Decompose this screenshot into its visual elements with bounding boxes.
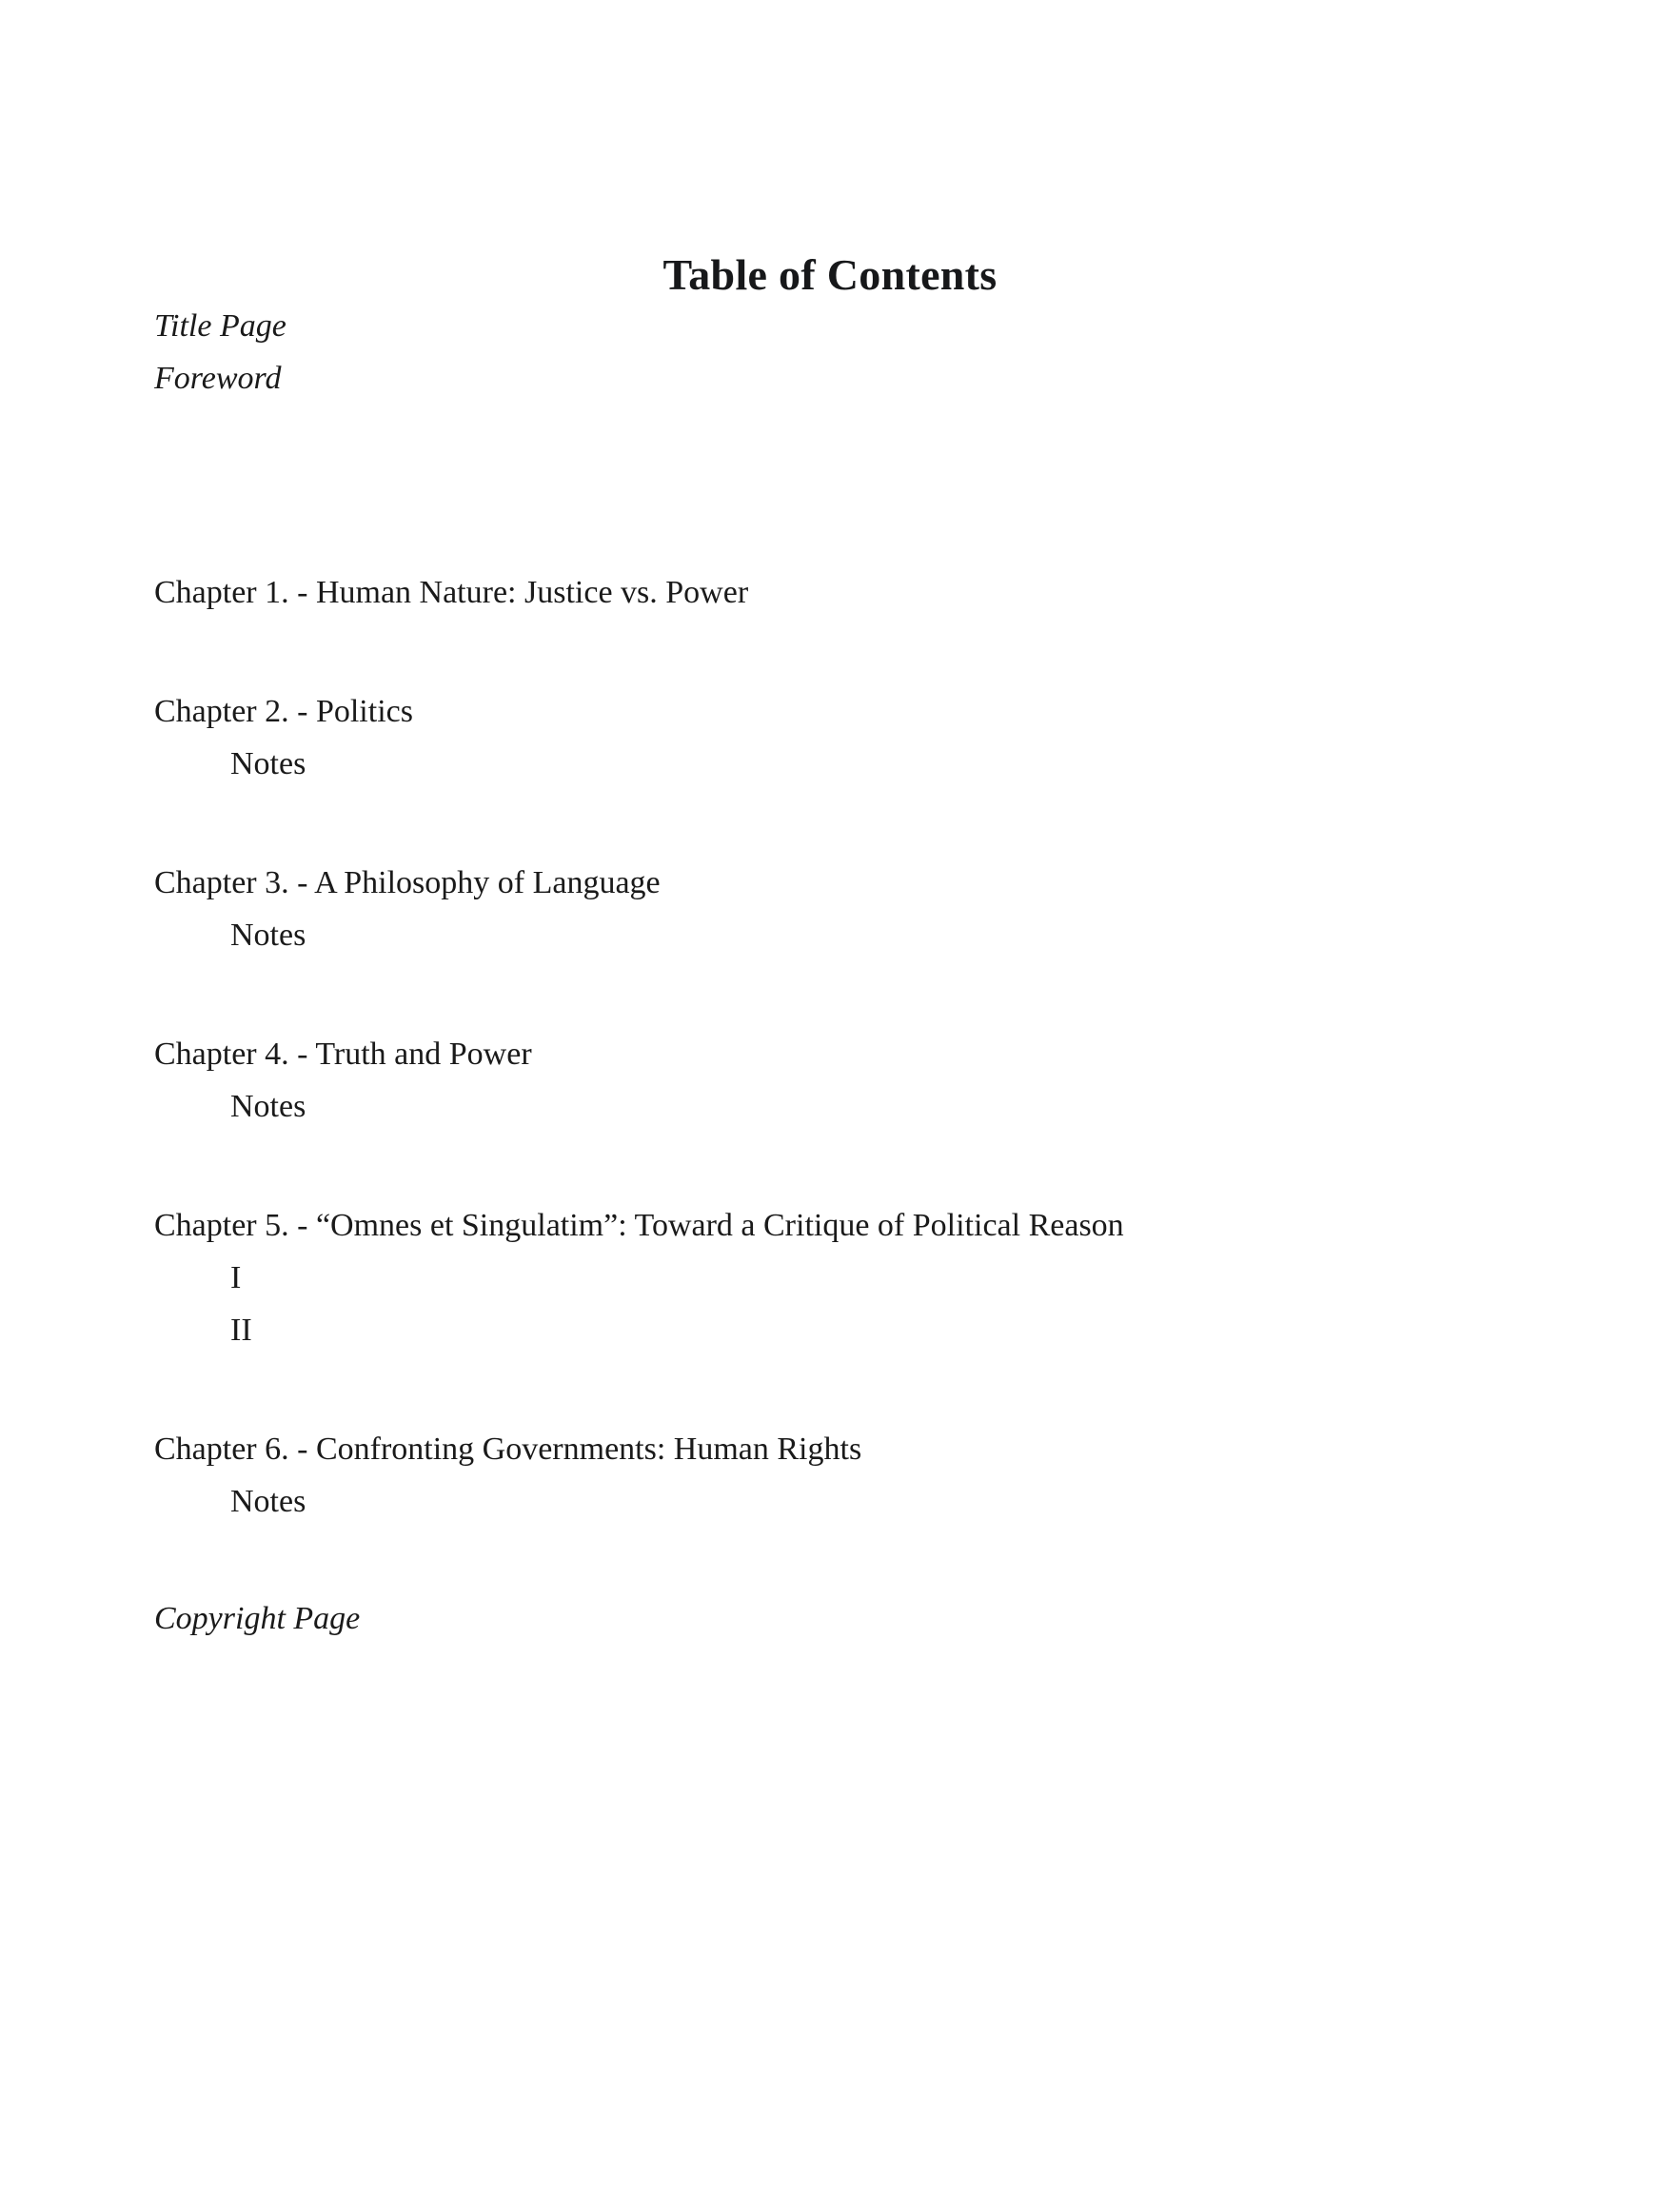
toc-group-chapter-6 [154,1423,1506,1528]
group-spacer [154,961,1506,1028]
page-title: Table of Contents [662,250,998,299]
toc-link-chapter-3[interactable]: Chapter 3. - A Philosophy of Language [154,865,661,900]
toc-link-copyright-page[interactable]: Copyright Page [154,1601,361,1636]
toc-link-chapter-2-notes[interactable]: Notes [230,746,306,781]
toc-link-chapter-5-section-i[interactable]: I [230,1260,242,1295]
group-spacer [154,1528,1506,1592]
toc-link-chapter-5[interactable]: Chapter 5. - “Omnes et Singulatim”: Toward a Critique of Political Reason [154,1208,1124,1243]
group-spacer [154,405,1506,566]
group-spacer [154,1133,1506,1199]
toc-group-chapter-5 [154,1199,1506,1356]
toc-link-chapter-3-notes[interactable]: Notes [230,918,306,953]
toc-link-chapter-2[interactable]: Chapter 2. - Politics [154,694,413,729]
toc-link-foreword[interactable]: Foreword [154,361,282,396]
group-spacer [154,790,1506,857]
toc-link-chapter-6[interactable]: Chapter 6. - Confronting Governments: Human Rights [154,1432,862,1467]
toc-link-chapter-6-notes[interactable]: Notes [230,1484,306,1519]
toc-group-chapter-4 [154,1028,1506,1133]
group-spacer [154,619,1506,685]
toc-link-chapter-1[interactable]: Chapter 1. - Human Nature: Justice vs. Power [154,575,749,610]
toc-content [154,0,1506,1645]
toc-group-back-matter [154,1592,1506,1645]
toc-link-chapter-4[interactable]: Chapter 4. - Truth and Power [154,1037,532,1072]
group-spacer [154,1356,1506,1423]
toc-link-chapter-5-section-ii[interactable]: II [230,1313,252,1348]
toc-link-title-page[interactable]: Title Page [154,308,287,344]
toc-group-front-matter [154,300,1506,405]
toc-entry-list [154,300,1506,1645]
toc-group-chapter-1 [154,566,1506,619]
toc-group-chapter-2 [154,685,1506,790]
toc-link-chapter-4-notes[interactable]: Notes [230,1089,306,1124]
toc-group-chapter-3 [154,857,1506,961]
